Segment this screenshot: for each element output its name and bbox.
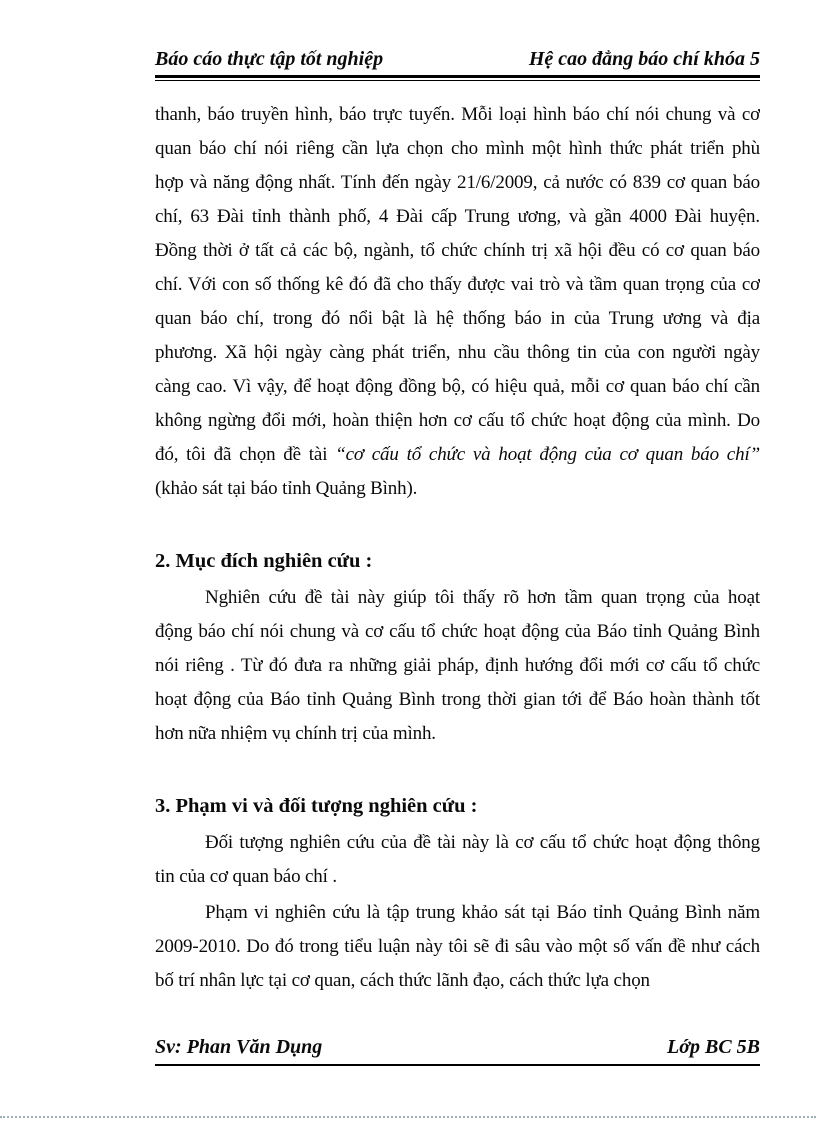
text-line: chí. Với con số thống kê đó đã cho thấy được vai trò và tầm quan trọng của cơ bbox=[155, 274, 760, 295]
text-line: càng cao. Vì vậy, để hoạt động đồng bộ, có hiệu quả, mỗi cơ quan báo chí cần bbox=[155, 376, 760, 397]
text-line: Đồng thời ở tất cả các bộ, ngành, tổ chức chính trị xã hội đều có cơ quan báo bbox=[155, 240, 760, 261]
text-line: Đối tượng nghiên cứu của đề tài này là cơ cấu tổ chức hoạt động thông bbox=[205, 832, 760, 853]
text-line: bố trí nhân lực tại cơ quan, cách thức lãnh đạo, cách thức lựa chọn bbox=[155, 970, 650, 991]
thesis-title-quote: “cơ cấu tổ chức và hoạt động của cơ quan báo chí” bbox=[335, 444, 760, 465]
text-line: nói riêng . Từ đó đưa ra những giải pháp, định hướng đổi mới cơ cấu tổ chức bbox=[155, 655, 760, 676]
header-text-row bbox=[155, 46, 760, 78]
text-line: thanh, báo truyền hình, báo trực tuyến. Mỗi loại hình báo chí nói chung và cơ bbox=[155, 104, 760, 125]
footer-text-row bbox=[155, 1034, 760, 1066]
text-line: tin của cơ quan báo chí . bbox=[155, 866, 337, 887]
page-footer bbox=[155, 1034, 760, 1066]
page-break-dotted-line bbox=[0, 1116, 816, 1118]
text-line: không ngừng đổi mới, hoàn thiện hơn cơ cấu tổ chức hoạt động của mình. Do bbox=[155, 410, 760, 431]
text-line: chí, 63 Đài tỉnh thành phố, 4 Đài cấp Trung ương, và gần 4000 Đài huyện. bbox=[155, 206, 760, 227]
text-line: quan báo chí nói riêng cần lựa chọn cho mình một hình thức phát triển phù bbox=[155, 138, 760, 159]
paragraph bbox=[155, 826, 760, 894]
header-right-title: Hệ cao đẳng báo chí khóa 5 bbox=[528, 48, 760, 70]
footer-class-text: Lớp BC 5B bbox=[667, 1036, 760, 1058]
paragraph bbox=[155, 581, 760, 751]
text-line: hợp và năng động nhất. Tính đến ngày 21/6/2009, cả nước có 839 cơ quan báo bbox=[155, 172, 760, 193]
header-rule bbox=[155, 80, 760, 81]
paragraph bbox=[155, 896, 760, 998]
section-heading: 3. Phạm vi và đối tượng nghiên cứu : bbox=[155, 795, 478, 817]
section-heading: 2. Mục đích nghiên cứu : bbox=[155, 550, 373, 572]
text-line bbox=[155, 438, 760, 472]
text-line: (khảo sát tại báo tỉnh Quảng Bình). bbox=[155, 478, 418, 499]
page-header bbox=[155, 46, 760, 81]
text-run: đó, tôi đã chọn đề tài bbox=[155, 444, 336, 465]
footer-author-text: Sv: Phan Văn Dụng bbox=[155, 1036, 323, 1058]
text-line: phương. Xã hội ngày càng phát triển, nhu cầu thông tin của con người ngày bbox=[155, 342, 760, 363]
text-line: Nghiên cứu đề tài này giúp tôi thấy rõ hơn tầm quan trọng của hoạt bbox=[205, 587, 760, 608]
paragraph bbox=[155, 98, 760, 506]
text-line: hoạt động của Báo tỉnh Quảng Bình trong thời gian tới để Báo hoàn thành tốt bbox=[155, 689, 760, 710]
header-left-title: Báo cáo thực tập tốt nghiệp bbox=[155, 48, 384, 70]
text-line: hơn nữa nhiệm vụ chính trị của mình. bbox=[155, 723, 436, 744]
document-body bbox=[155, 98, 760, 998]
text-line: quan báo chí, trong đó nổi bật là hệ thống báo in của Trung ương và địa bbox=[155, 308, 760, 329]
text-line: Phạm vi nghiên cứu là tập trung khảo sát tại Báo tỉnh Quảng Bình năm bbox=[205, 902, 760, 923]
text-line: 2009-2010. Do đó trong tiểu luận này tôi sẽ đi sâu vào một số vấn đề như cách bbox=[155, 936, 760, 957]
text-line: động báo chí nói chung và cơ cấu tổ chức hoạt động của Báo tỉnh Quảng Bình bbox=[155, 621, 760, 642]
